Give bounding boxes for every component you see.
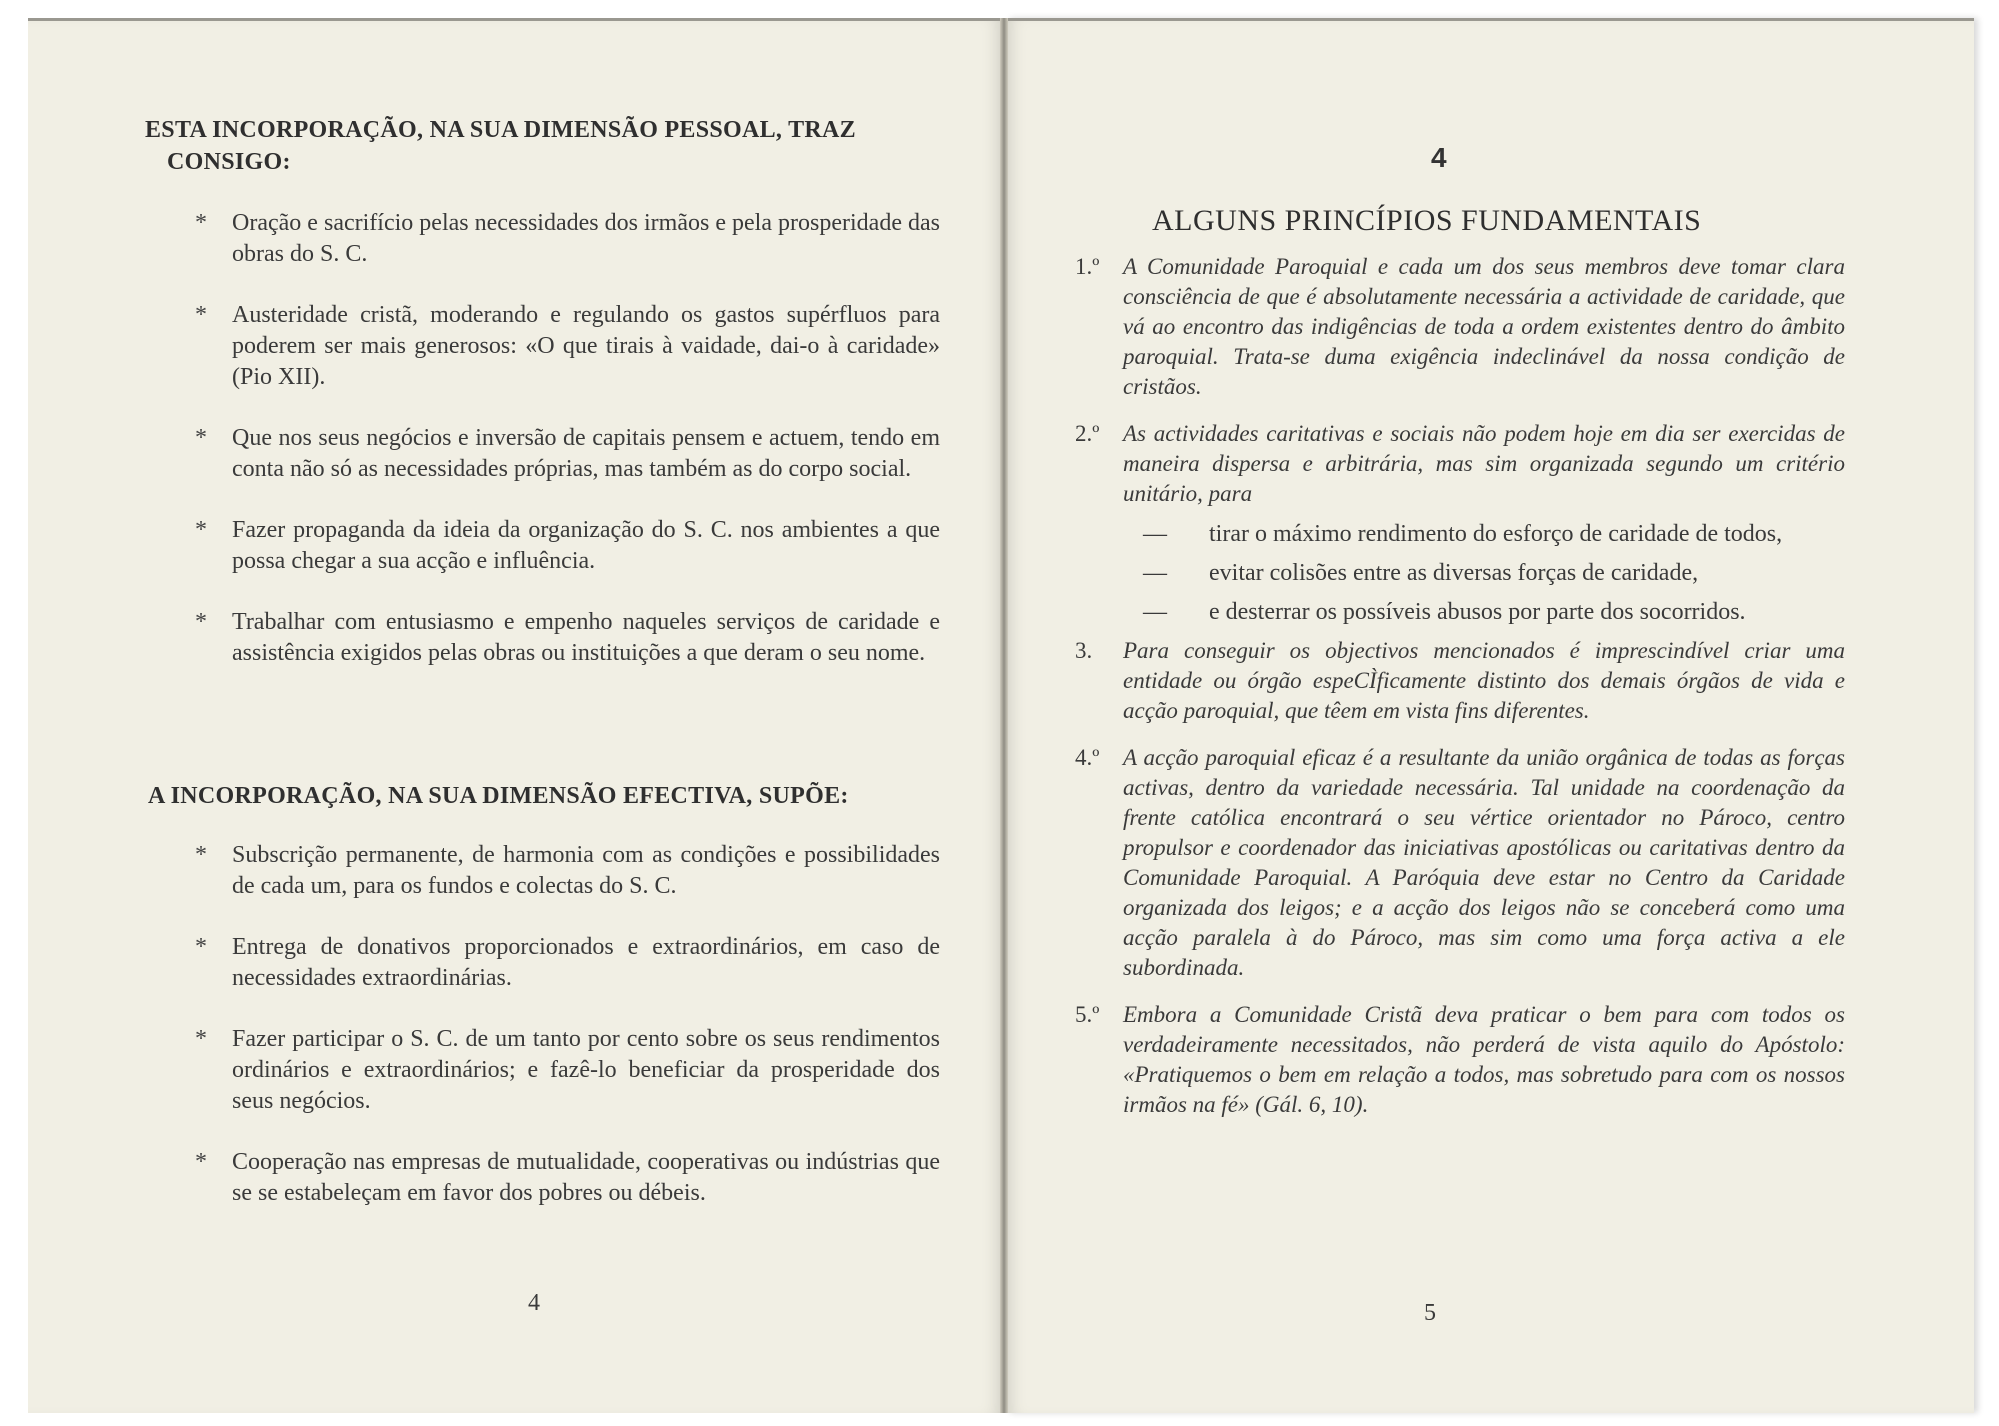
dash-icon: — (1143, 521, 1167, 547)
list-item (195, 932, 940, 994)
asterisk-icon: * (195, 425, 207, 451)
list-item-text: Austeridade cristã, moderando e regulando os gastos supérfluos para poderem ser mais generosos: «O que tirais à vaidade, dai-o à caridade» (Pio XII). (232, 302, 940, 390)
item-number: 4.º (1075, 745, 1100, 770)
dash-icon: — (1143, 599, 1167, 625)
item-text: A Comunidade Paroquial e cada um dos seus membros deve tomar clara consciência de que é absolutamente necessária a actividade de caridade, que vá ao encontro das indigências de toda a ordem existentes dentro do âmbito paroquial. Trata-se duma exigência indeclinável da nossa condição de cristãos. (1123, 254, 1845, 399)
item-number: 2.º (1075, 421, 1100, 446)
item-text: Para conseguir os objectivos mencionados é imprescindível criar uma entidade ou órgão espeCÌficamente distinto dos demais órgãos de vida e acção paroquial, que têem em vista fins diferentes. (1123, 638, 1845, 723)
list-item-text: Oração e sacrifício pelas necessidades dos irmãos e pela prosperidade das obras do S. C. (232, 210, 940, 267)
item-number: 5.º (1075, 1002, 1100, 1027)
heading-line-1: ESTA INCORPORAÇÃO, NA SUA DIMENSÃO PESSOAL, TRAZ (145, 117, 856, 143)
list-item (1075, 419, 1845, 509)
list-item-text: Fazer propaganda da ideia da organização do S. C. nos ambientes a que possa chegar a sua acção e influência. (232, 517, 940, 574)
list-item (1075, 743, 1845, 983)
list-item (1075, 1000, 1845, 1120)
asterisk-icon: * (195, 1149, 207, 1175)
sub-item (1123, 519, 1845, 549)
page-number-left: 4 (528, 1290, 540, 1316)
heading-line-2: CONSIGO: (167, 149, 291, 175)
item-number: 1.º (1075, 254, 1100, 279)
sub-item (1123, 597, 1845, 627)
asterisk-icon: * (195, 302, 207, 328)
chapter-title: ALGUNS PRINCÍPIOS FUNDAMENTAIS (1152, 204, 1702, 237)
section-heading-personal (145, 114, 935, 178)
list-item-text: Trabalhar com entusiasmo e empenho naqueles serviços de caridade e assistência exigidos pelas obras ou instituições a que deram o seu nome. (232, 609, 940, 666)
list-item (195, 607, 940, 669)
page-number-right: 5 (1424, 1300, 1436, 1326)
sub-item-text: e desterrar os possíveis abusos por parte dos socorridos. (1209, 599, 1746, 625)
list-item (195, 423, 940, 485)
sub-item-text: evitar colisões entre as diversas forças de caridade, (1209, 560, 1699, 586)
asterisk-icon: * (195, 934, 207, 960)
list-item-text: Cooperação nas empresas de mutualidade, cooperativas ou indústrias que se se estabeleçam em favor dos pobres ou débeis. (232, 1149, 940, 1206)
asterisk-icon: * (195, 842, 207, 868)
sub-list (1123, 519, 1845, 627)
asterisk-icon: * (195, 517, 207, 543)
sub-item (1123, 558, 1845, 588)
list-item-text: Que nos seus negócios e inversão de capitais pensem e actuem, tendo em conta não só as necessidades próprias, mas também as do corpo social. (232, 425, 940, 482)
bullet-list-effective (195, 840, 940, 1239)
principles-list (1075, 252, 1845, 1137)
list-item-text: Entrega de donativos proporcionados e extraordinários, em caso de necessidades extraordinárias. (232, 934, 940, 991)
item-number: 3. (1075, 638, 1093, 663)
list-item (195, 208, 940, 270)
list-item-text: Subscrição permanente, de harmonia com as condições e possibilidades de cada um, para os fundos e colectas do S. C. (232, 842, 940, 899)
list-item (1075, 636, 1845, 726)
page-gutter (1000, 18, 1008, 1413)
sub-item-text: tirar o máximo rendimento do esforço de caridade de todos, (1209, 521, 1783, 547)
list-item (195, 840, 940, 902)
list-item (195, 515, 940, 577)
section-heading-effective: A INCORPORAÇÃO, NA SUA DIMENSÃO EFECTIVA, SUPÕE: (148, 783, 849, 809)
item-text: As actividades caritativas e sociais não podem hoje em dia ser exercidas de maneira dispersa e arbitrária, mas sim organizada segundo um critério unitário, para (1123, 421, 1845, 506)
list-item (195, 1147, 940, 1209)
asterisk-icon: * (195, 609, 207, 635)
chapter-number: 4 (1431, 142, 1447, 173)
list-item-group (1075, 419, 1845, 627)
dash-icon: — (1143, 560, 1167, 586)
item-text: A acção paroquial eficaz é a resultante da união orgânica de todas as forças activas, dentro da variedade necessária. Tal unidade na coordenação da frente católica encontrará o seu vértice orientador no Pároco, centro propulsor e coordenador das iniciativas apostólicas ou caritativas dentro da Comunidade Paroquial. A Paróquia deve estar no Centro da Caridade organizada dos leigos; e a acção dos leigos não se conceberá como uma acção paralela à do Pároco, mas sim como uma força activa a ele subordinada. (1123, 745, 1845, 980)
asterisk-icon: * (195, 210, 207, 236)
bullet-list-personal (195, 208, 940, 699)
item-text: Embora a Comunidade Cristã deva praticar o bem para com todos os verdadeiramente necessitados, não perderá de vista aquilo do Apóstolo: «Pratiquemos o bem em relação a todos, mas sobretudo para com os nossos irmãos na fé» (Gál. 6, 10). (1123, 1002, 1845, 1117)
list-item (195, 1024, 940, 1117)
list-item-text: Fazer participar o S. C. de um tanto por cento sobre os seus rendimentos ordinários e extraordinários; e fazê-lo beneficiar da prosperidade dos seus negócios. (232, 1026, 940, 1114)
asterisk-icon: * (195, 1026, 207, 1052)
list-item (1075, 252, 1845, 402)
list-item (195, 300, 940, 393)
